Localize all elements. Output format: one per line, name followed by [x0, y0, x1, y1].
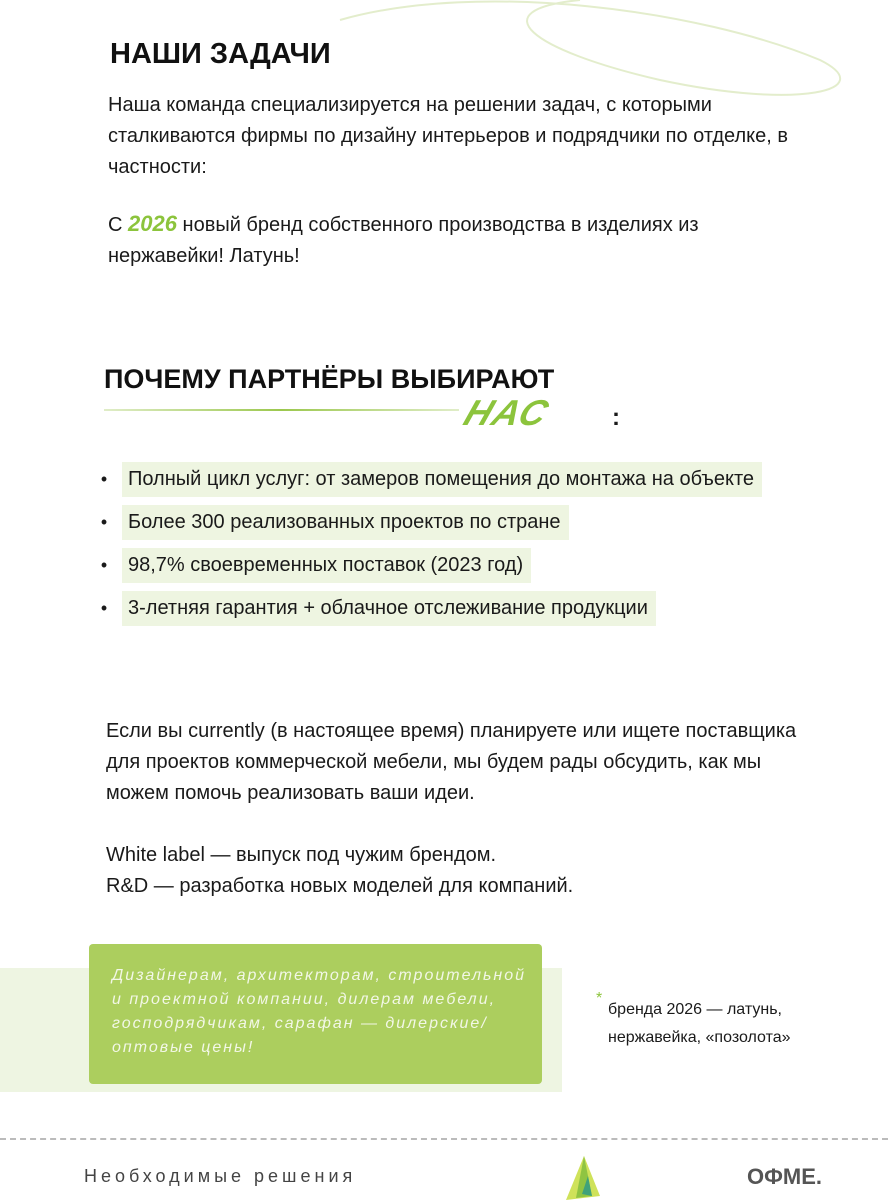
bullet-icon: •: [100, 512, 108, 532]
rnd-line: R&D — разработка новых моделей для компаний.: [106, 875, 574, 897]
brand-year: 2026: [128, 211, 177, 236]
list-item-text: 3-летняя гарантия + облачное отслеживание продукции: [122, 591, 656, 626]
benefits-list: [100, 462, 762, 634]
why-accent: НАС: [458, 392, 556, 433]
list-item: [100, 591, 762, 626]
footer-logo: ОФМЕ.: [746, 1164, 822, 1189]
list-item: [100, 548, 762, 583]
bullet-icon: •: [100, 598, 108, 618]
tasks-intro: Наша команда специализируется на решении задач, с которыми сталкиваются фирмы по дизайну интерьеров и подрядчики по отделке, в частности:: [108, 94, 788, 178]
tasks-title: НАШИ ЗАДАЧИ: [110, 38, 331, 70]
list-item-text: Более 300 реализованных проектов по стране: [122, 505, 569, 540]
note-line: бренда 2026 — латунь,: [608, 1001, 782, 1018]
logo-leaf-icon: [562, 1156, 604, 1200]
footer-tagline: Необходимые решения: [84, 1166, 357, 1186]
list-item-text: 98,7% своевременных поставок (2023 год): [122, 548, 531, 583]
brand-paragraph: [108, 208, 808, 272]
asterisk-icon: *: [596, 990, 603, 1007]
why-title: ПОЧЕМУ ПАРТНЁРЫ ВЫБИРАЮТ: [104, 364, 555, 394]
white-label-line: White label — выпуск под чужим брендом.: [106, 844, 497, 866]
list-item: [100, 505, 762, 540]
title-underline: [104, 409, 459, 411]
note-line: нержавейка, «позолота»: [608, 1029, 791, 1046]
list-item: [100, 462, 762, 497]
bullet-icon: •: [100, 555, 108, 575]
offer-paragraph: Если вы currently (в настоящее время) планируете или ищете поставщика для проектов коммерческой мебели, мы будем рады обсудить, как мы можем помочь реализовать ваши идеи.: [106, 720, 797, 804]
note: [608, 996, 791, 1052]
brand-prefix: С: [108, 214, 123, 236]
why-colon: :: [612, 404, 620, 431]
bullet-icon: •: [100, 469, 108, 489]
greenbox-text: Дизайнерам, архитекторам, строительной и проектной компании, дилерам мебели, господрядчикам, сарафан — дилерские/оптовые цены!: [112, 967, 526, 1056]
footer-divider: [0, 1138, 888, 1140]
brand-text: новый бренд собственного производства в изделиях из нержавейки! Латунь!: [108, 214, 699, 267]
list-item-text: Полный цикл услуг: от замеров помещения до монтажа на объекте: [122, 462, 762, 497]
